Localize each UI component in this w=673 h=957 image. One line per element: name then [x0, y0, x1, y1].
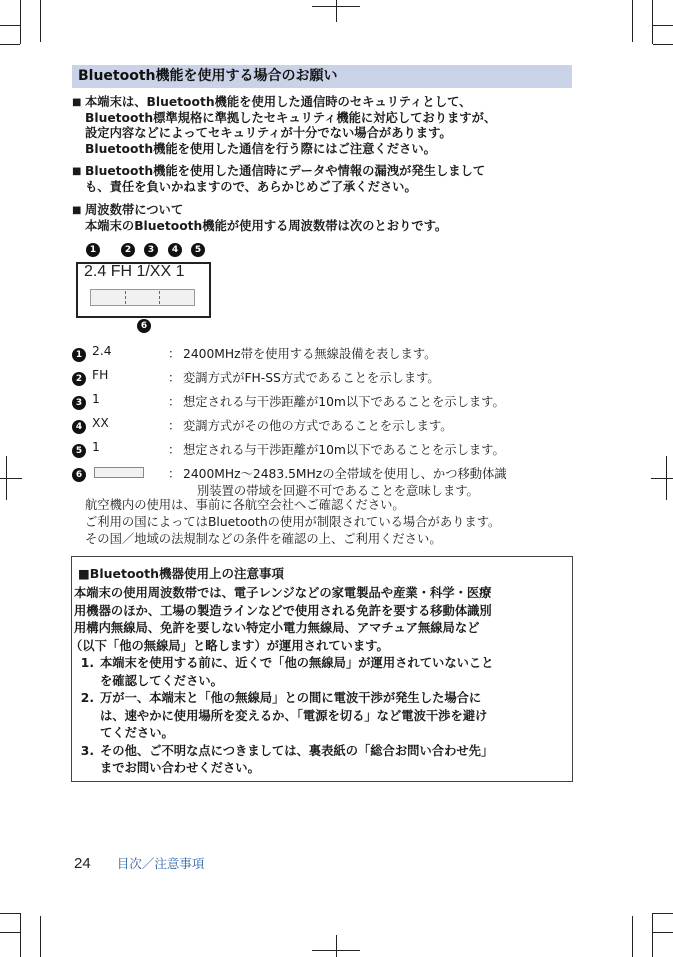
section-title: Bluetooth機能を使用する場合のお願い — [72, 65, 572, 88]
caution-box — [71, 556, 573, 782]
list-item: 1. 本端末を使用する前に、近くで「他の無線局」が運用されていないこと を確認してください。 — [80, 656, 494, 688]
marker-1-icon: 1 — [86, 243, 100, 257]
bullet-frequency: ■ 周波数帯について 本端末のBluetooth機能が使用する周波数帯は次のとおりです。 — [72, 203, 448, 233]
usage-notes: 航空機内の使用は、事前に各航空会社へご確認ください。 ご利用の国によってはBluetoothの使用が制限されている場合があります。 その国／地域の法規制などの条件を確認の上、ご利用ください。 — [85, 498, 501, 546]
bullet-leak: ■ Bluetooth機能を使用した通信時にデータや情報の漏洩が発生しまして も、責任を負いかねますので、あらかじめご了承ください。 — [72, 164, 486, 194]
band-graphic — [90, 289, 195, 306]
frequency-label — [76, 262, 211, 318]
marker-6-icon: 6 — [137, 319, 151, 333]
page-number: 24 — [74, 855, 91, 872]
list-item: 2. 万が一、本端末と「他の無線局」との間に電波干渉が発生した場合に は、速やかに使用場所を変えるか、「電源を切る」など電波干渉を避け てください。 — [80, 691, 488, 740]
mini-band-icon — [94, 467, 144, 478]
caution-body: 本端末の使用周波数帯では、電子レンジなどの家電製品や産業・科学・医療 用機器のほか、工場の製造ラインなどで使用される免許を要する移動体識別 用構内無線局、免許を要しない特定小電力無線局、アマチュア無線局など （以下「他の無線局」と略します）が運用されています。 1. 本端末を使用する前に、近くで「他の無線局」が運用されていないこと を確認してください。 2. 万が一、本端末と「他の無線局」との間に電波干渉が発生した場合に は、速やかに使用場所を変えるか、「電源を切る」など電波干渉を避け てください。 3. その他、ご不明な点につきましては、裏表紙の「総合お問い合わせ先」 までお問い合わせください。 — [74, 585, 572, 778]
marker-4-icon: 4 — [168, 243, 182, 257]
marker-5-icon: 5 — [191, 243, 205, 257]
page-footer — [74, 854, 204, 872]
explanation-row: 4 XX ： 変調方式がその他の方式であることを示します。 — [72, 416, 86, 432]
bullet-mark: ■ — [72, 205, 82, 216]
bullet-mark: ■ — [72, 166, 82, 177]
toc-link[interactable]: 目次／注意事項 — [116, 856, 205, 871]
label-text: 2.4 FH 1/XX 1 — [84, 263, 185, 280]
bullet-mark: ■ — [72, 97, 82, 108]
marker-2-icon: 2 — [121, 243, 135, 257]
caution-title: ■Bluetooth機器使用上の注意事項 — [78, 566, 285, 581]
explanation-row: 3 1 ： 想定される与干渉距離が10m以下であることを示します。 — [72, 392, 86, 408]
explanation-row: 5 1 ： 想定される与干渉距離が10m以下であることを示します。 — [72, 440, 86, 456]
caution-list — [74, 655, 572, 778]
list-item: 3. その他、ご不明な点につきましては、裏表紙の「総合お問い合わせ先」 までお問い合わせください。 — [80, 743, 494, 775]
explanation-row: 2 FH ： 変調方式がFH-SS方式であることを示します。 — [72, 368, 86, 384]
bullet-security: ■ 本端末は、Bluetooth機能を使用した通信時のセキュリティとして、 Bluetooth標準規格に準拠したセキュリティ機能に対応しておりますが、 設定内容などによってセキュリティが十分でない場合があります。 Bluetooth機能を使用した通信を行う際にはご注意ください。 — [72, 95, 497, 156]
marker-3-icon: 3 — [144, 243, 158, 257]
explanation-row: 1 2.4 ： 2400MHz帯を使用する無線設備を表します。 — [72, 344, 86, 360]
explanation-row: 6 ： 2400MHz～2483.5MHzの全帯域を使用し、かつ移動体識 — [72, 464, 86, 480]
